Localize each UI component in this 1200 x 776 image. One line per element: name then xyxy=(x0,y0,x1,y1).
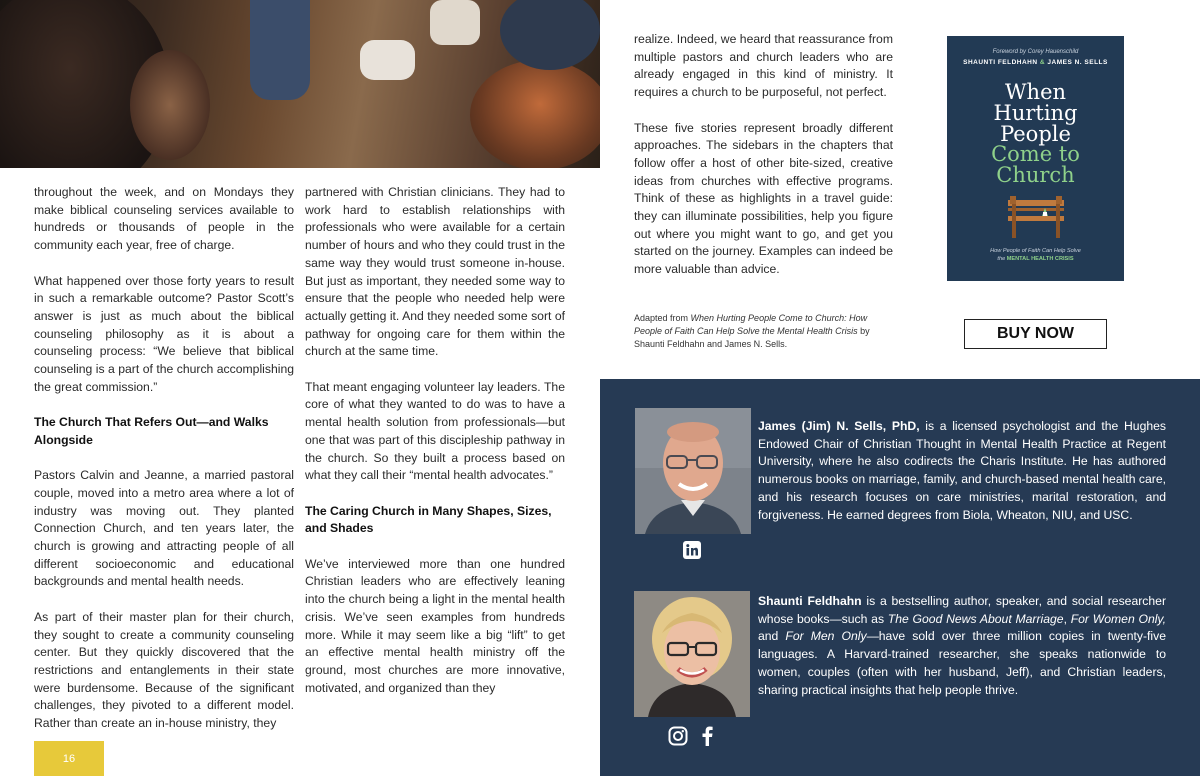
book-title-for-men-only: For Men Only xyxy=(785,629,867,644)
adapted-from-note xyxy=(634,312,893,351)
column1-paragraph-4: As part of their master plan for their church, they sought to create a community counseling center. But they quickly discovered that the restrictions and entanglements in their state were burdensome. Because of the significant challenges, they pivoted to a different model. Rather than create an in-house ministry, they xyxy=(34,609,294,731)
cover-ampersand: & xyxy=(1037,59,1048,66)
column3-paragraph-1: realize. Indeed, we heard that reassurance from multiple pastors and church leaders who are already engaged in this kind of ministry. It requires a church to be purposeful, not perfect. xyxy=(634,32,893,100)
author-bio-text-b: , xyxy=(1063,611,1071,626)
book-cover[interactable] xyxy=(947,36,1124,281)
cover-title-line-5: Church xyxy=(996,163,1075,187)
author-name-james-sells: James (Jim) N. Sells, PhD, xyxy=(758,419,920,433)
author-bio-james-sells xyxy=(758,418,1166,524)
instagram-icon[interactable] xyxy=(667,725,689,747)
section-heading-caring-church: The Caring Church in Many Shapes, Sizes, and Shades xyxy=(305,503,552,536)
cover-author-2: JAMES N. SELLS xyxy=(1047,59,1108,66)
cover-subtitle: How People of Faith Can Help Solve xyxy=(990,248,1081,254)
book-title-for-women-only: For Women Only, xyxy=(1070,611,1167,626)
cover-subtitle-2-emphasis: MENTAL HEALTH CRISIS xyxy=(1006,256,1074,262)
column2-paragraph-2: That meant engaging volunteer lay leaders. The core of what they wanted to do was to have a mental health solution from professionals—but one that was part of this discipleship pathway in the church. So they built a process based on what they call their “mental health advocates.” xyxy=(305,379,565,483)
author-bio-text-james-sells: is a licensed psychologist and the Hughes Endowed Chair of Christian Thought in Mental Health Practice at Regent University, where he also codirects the Charis Institute. He has authored numerous books on marriage, family, and church-based mental health care, and his research focuses on care ministries, marital restoration, and forgiveness. He earned degrees from Biola, Wheaton, NIU, and USC. xyxy=(758,419,1167,522)
cover-subtitle-2-prefix: the xyxy=(997,256,1007,262)
author-bio-text-c: and xyxy=(758,629,786,644)
book-title-good-news: The Good News About Marriage xyxy=(887,611,1064,626)
author-photo-shaunti-feldhahn xyxy=(634,591,750,717)
cover-title-line-4: Come to xyxy=(991,142,1080,166)
right-page xyxy=(600,0,1200,776)
cover-foreword: Foreword by Corey Hauenschild xyxy=(992,49,1079,55)
author-bio-text-a: is a bestselling author, speaker, and social researcher whose books—such as xyxy=(758,594,1166,626)
section-heading-refers-out: The Church That Refers Out—and Walks Alongside xyxy=(34,415,269,447)
author-bio-shaunti-feldhahn xyxy=(758,593,1166,699)
adapted-prefix: Adapted from xyxy=(634,313,691,323)
column2-paragraph-1: partnered with Christian clinicians. They had to work hard to establish relationships with professionals who were available for a certain number of hours and who they could trust in the same way they would trust someone in-house. But just as important, they needed some way to ensure that the people who needed help were actually getting it. And they needed some sort of pathway for ongoing care for them within the church at the same time. xyxy=(305,185,565,359)
cover-title-line-1: When xyxy=(1004,80,1067,104)
page-number: 16 xyxy=(34,741,104,776)
author-panel xyxy=(600,379,1200,776)
cover-authors xyxy=(947,59,1124,66)
column-3 xyxy=(634,31,893,297)
column1-paragraph-3: Pastors Calvin and Jeanne, a married pastoral couple, moved into a metro area where a lot of industry was moving out. They planted Connection Church, and ten years later, the church is growing and attracting people of all different socioeconomic and educational backgrounds and mental health needs. xyxy=(34,468,294,589)
author-name-shaunti-feldhahn: Shaunti Feldhahn xyxy=(758,594,862,608)
bench-illustration xyxy=(1006,194,1066,240)
author-bio-text-d: —have sold over three million copies in twenty-five languages. A Harvard-trained researcher, she speaks nationwide to women, couples (often with her husband, Jeff), and Christian leaders, sharing practical insights that help people thrive. xyxy=(758,629,1166,697)
author-photo-james-sells xyxy=(635,408,751,534)
cover-author-1: SHAUNTI FELDHAHN xyxy=(963,59,1038,66)
facebook-icon[interactable] xyxy=(698,724,716,748)
adapted-book-title: When Hurting People Come to Church: How People of Faith Can Help Solve the Mental Health Crisis xyxy=(634,313,868,336)
column1-paragraph-2: What happened over those forty years to result in such a remarkable outcome? Pastor Scott’s answer is just as much about the biblical counseling philosophy as it is about a counseling process: “We believe that biblical counseling is a part of the church accomplishing the great commission.” xyxy=(34,273,294,394)
column1-paragraph-1: throughout the week, and on Mondays they make biblical counseling services available to hundreds or thousands of people in the community each year, free of charge. xyxy=(34,185,294,253)
buy-now-button[interactable]: BUY NOW xyxy=(964,319,1107,349)
cover-subtitle-2 xyxy=(947,256,1124,262)
hero-photo xyxy=(0,0,600,168)
adapted-suffix: by Shaunti Feldhahn and James N. Sells. xyxy=(634,326,870,349)
cover-title-line-2: Hurting xyxy=(993,101,1078,125)
cover-title-line-3: People xyxy=(1000,122,1071,146)
column-1 xyxy=(34,184,294,750)
linkedin-icon[interactable] xyxy=(682,540,702,560)
column2-paragraph-3: We’ve interviewed more than one hundred Christian leaders who are effectively leaning into the church being a light in the mental health crisis. We’ve seen examples from hundreds more. While it may seem like a big “lift” to get an effective mental health ministry off the ground, most churches are more innovative, motivated, and organized than they xyxy=(305,556,565,695)
column3-paragraph-2: These five stories represent broadly different approaches. The sidebars in the chapters that follow offer a host of other bite-sized, creative ideas from churches with effective programs. Think of these as highlights in a travel guide: they can illuminate possibilities, help you figure out where you might want to go, and get you started on the journey. Examples can indeed be more valuable than advice. xyxy=(634,120,893,277)
column-2 xyxy=(305,184,565,715)
